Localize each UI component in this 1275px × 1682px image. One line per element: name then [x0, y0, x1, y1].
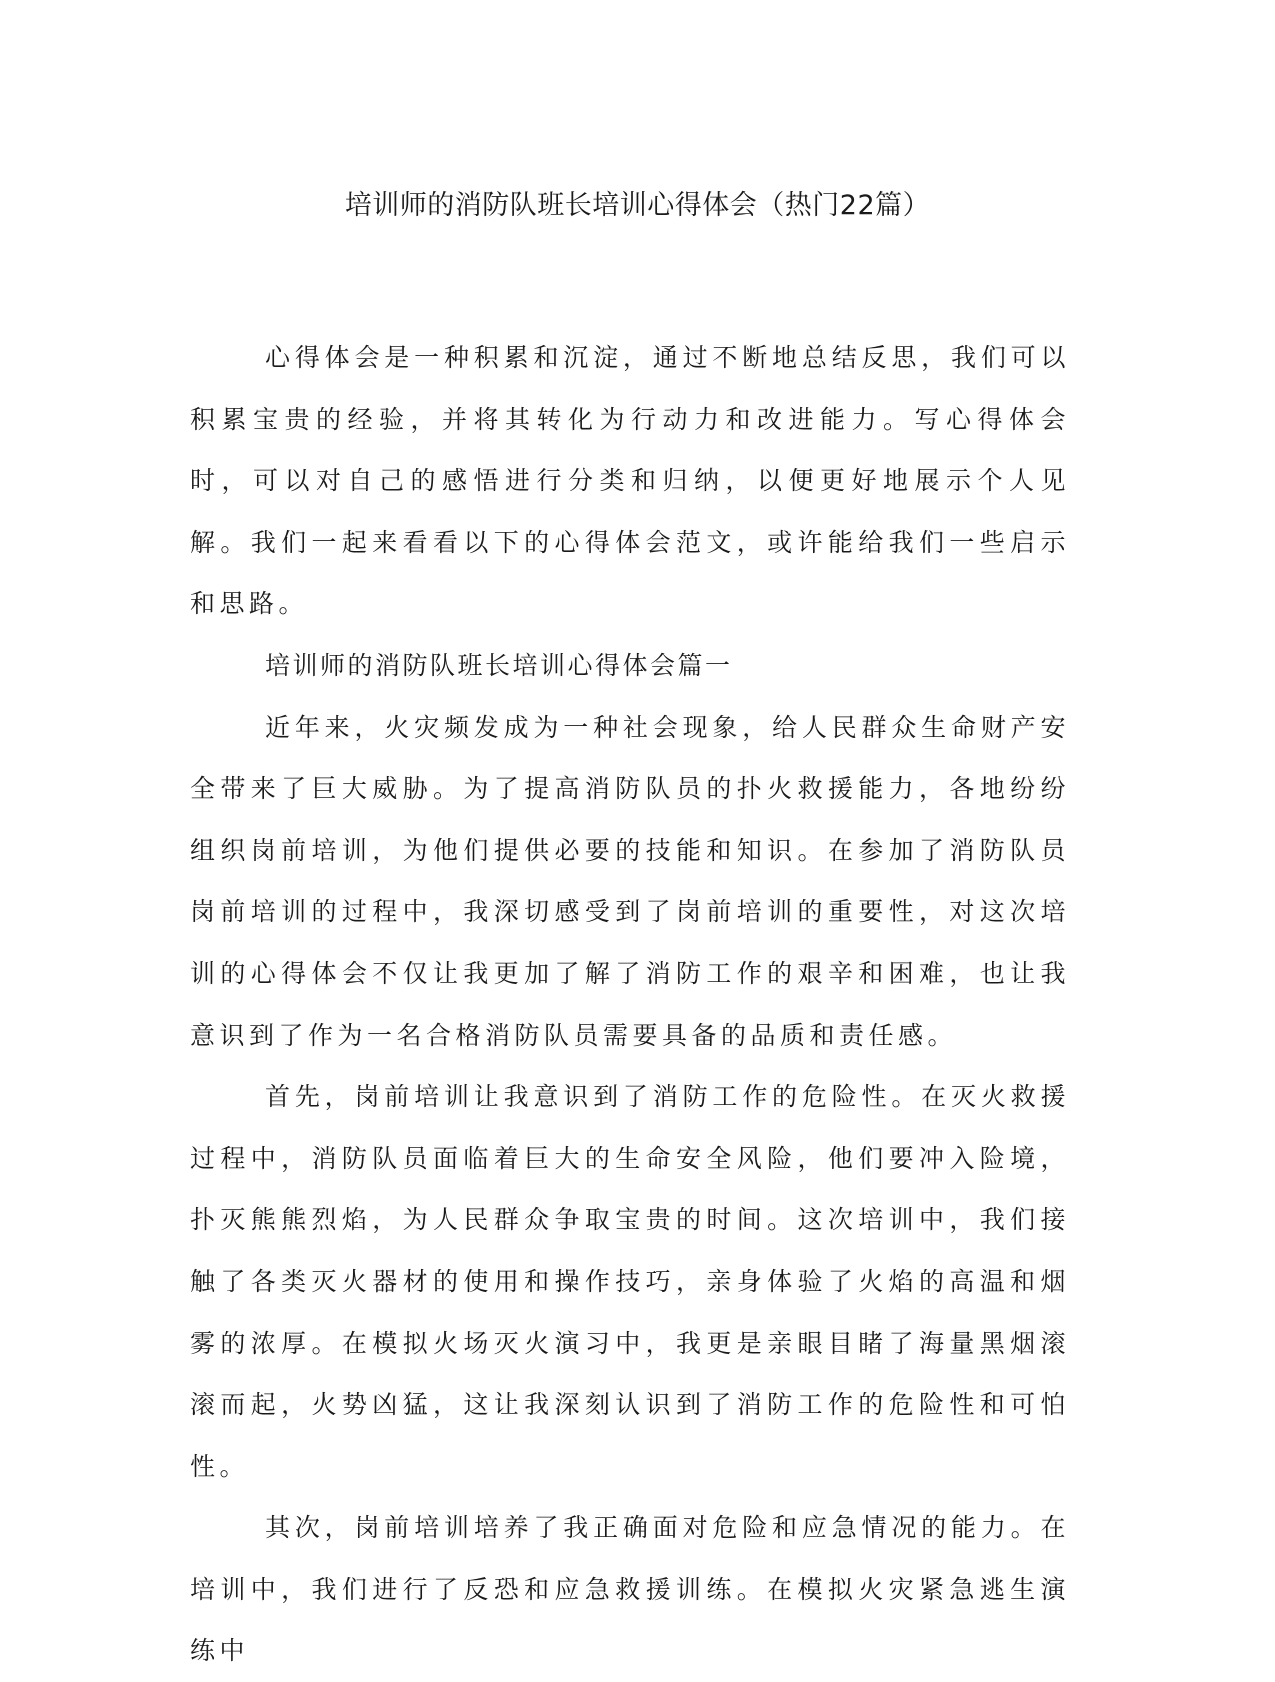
document-body — [190, 327, 1070, 1682]
section-heading: 培训师的消防队班长培训心得体会篇一 — [265, 650, 733, 680]
body-paragraph-3: 其次，岗前培训培养了我正确面对危险和应急情况的能力。在培训中，我们进行了反恐和应急救援训练。在模拟火灾紧急逃生演练中 — [190, 1513, 1070, 1666]
document-title: 培训师的消防队班长培训心得体会（热门22篇） — [344, 190, 931, 221]
intro-paragraph: 心得体会是一种积累和沉淀，通过不断地总结反思，我们可以积累宝贵的经验，并将其转化为行动力和改进能力。写心得体会时，可以对自己的感悟进行分类和归纳，以便更好地展示个人见解。我们一起来看看以下的心得体会范文，或许能给我们一些启示和思路。 — [190, 343, 1070, 619]
body-paragraph-1: 近年来，火灾频发成为一种社会现象，给人民群众生命财产安全带来了巨大威胁。为了提高消防队员的扑火救援能力，各地纷纷组织岗前培训，为他们提供必要的技能和知识。在参加了消防队员岗前培训的过程中，我深切感受到了岗前培训的重要性，对这次培训的心得体会不仅让我更加了解了消防工作的艰辛和困难，也让我意识到了作为一名合格消防队员需要具备的品质和责任感。 — [190, 712, 1070, 1050]
body-paragraph-2: 首先，岗前培训让我意识到了消防工作的危险性。在灭火救援过程中，消防队员面临着巨大的生命安全风险，他们要冲入险境，扑灭熊熊烈焰，为人民群众争取宝贵的时间。这次培训中，我们接触了各类灭火器材的使用和操作技巧，亲身体验了火焰的高温和烟雾的浓厚。在模拟火场灭火演习中，我更是亲眼目睹了海量黑烟滚滚而起，火势凶猛，这让我深刻认识到了消防工作的危险性和可怕性。 — [190, 1082, 1070, 1481]
